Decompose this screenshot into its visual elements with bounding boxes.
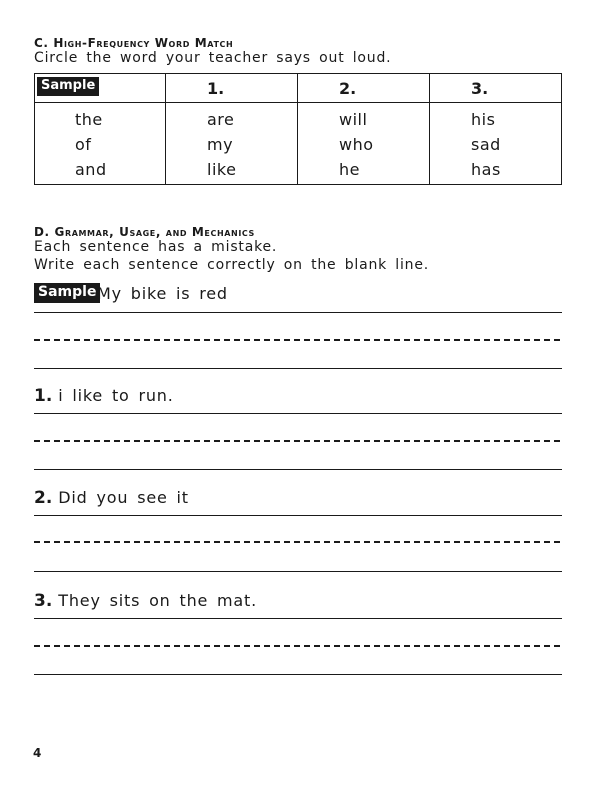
- word-option[interactable]: will: [339, 110, 368, 129]
- word-option[interactable]: has: [471, 160, 501, 179]
- writing-line-top: [34, 618, 562, 619]
- table-divider: [297, 74, 298, 184]
- word-match-header-row: [35, 74, 561, 103]
- section-c-title: C. High-Frequency Word Match: [34, 36, 234, 50]
- item-number: 1.: [34, 386, 53, 406]
- item-text: i like to run.: [58, 386, 174, 405]
- item-text: They sits on the mat.: [58, 591, 257, 610]
- writing-line-base[interactable]: [34, 469, 562, 470]
- word-option[interactable]: sad: [471, 135, 501, 154]
- section-c-instruction: Circle the word your teacher says out loud.: [34, 50, 392, 66]
- word-option[interactable]: who: [339, 135, 374, 154]
- word-column-3: [471, 107, 501, 182]
- table-divider: [429, 74, 430, 184]
- word-column-2: [339, 107, 374, 182]
- item-number: 2.: [34, 488, 53, 508]
- writing-line-midline: [34, 645, 562, 647]
- section-d-title: D. Grammar, Usage, and Mechanics: [34, 225, 255, 239]
- word-option[interactable]: my: [207, 135, 234, 154]
- item-number: 3.: [34, 591, 53, 611]
- writing-line-base[interactable]: [34, 674, 562, 675]
- word-option[interactable]: of: [75, 135, 92, 154]
- writing-line-top: [34, 515, 562, 516]
- sample-sentence: My bike is red: [97, 284, 228, 303]
- section-d-instruction-1: Each sentence has a mistake.: [34, 239, 278, 255]
- word-option[interactable]: he: [339, 160, 360, 179]
- column-header-1: 1.: [207, 79, 225, 98]
- item-1-sentence: [34, 386, 174, 406]
- writing-line-top: [34, 413, 562, 414]
- writing-line-midline: [34, 541, 562, 543]
- word-option[interactable]: his: [471, 110, 496, 129]
- word-column-sample: [75, 107, 107, 182]
- writing-line-base[interactable]: [34, 368, 562, 369]
- sample-badge: Sample: [34, 283, 100, 303]
- item-3-sentence: [34, 591, 257, 611]
- table-divider: [165, 74, 166, 184]
- word-option[interactable]: are: [207, 110, 235, 129]
- section-d-instruction-2: Write each sentence correctly on the blank line.: [34, 257, 430, 273]
- word-option[interactable]: like: [207, 160, 237, 179]
- word-match-table: [34, 73, 562, 185]
- column-header-2: 2.: [339, 79, 357, 98]
- word-option[interactable]: and: [75, 160, 107, 179]
- column-header-3: 3.: [471, 79, 489, 98]
- writing-line-base[interactable]: [34, 571, 562, 572]
- item-text: Did you see it: [58, 488, 189, 507]
- writing-line-midline: [34, 440, 562, 442]
- writing-line-top: [34, 312, 562, 313]
- word-column-1: [207, 107, 236, 182]
- item-2-sentence: [34, 488, 189, 508]
- page-number: 4: [33, 746, 42, 760]
- writing-line-midline: [34, 339, 562, 341]
- word-option[interactable]: the: [75, 110, 103, 129]
- sample-badge: Sample: [37, 77, 99, 96]
